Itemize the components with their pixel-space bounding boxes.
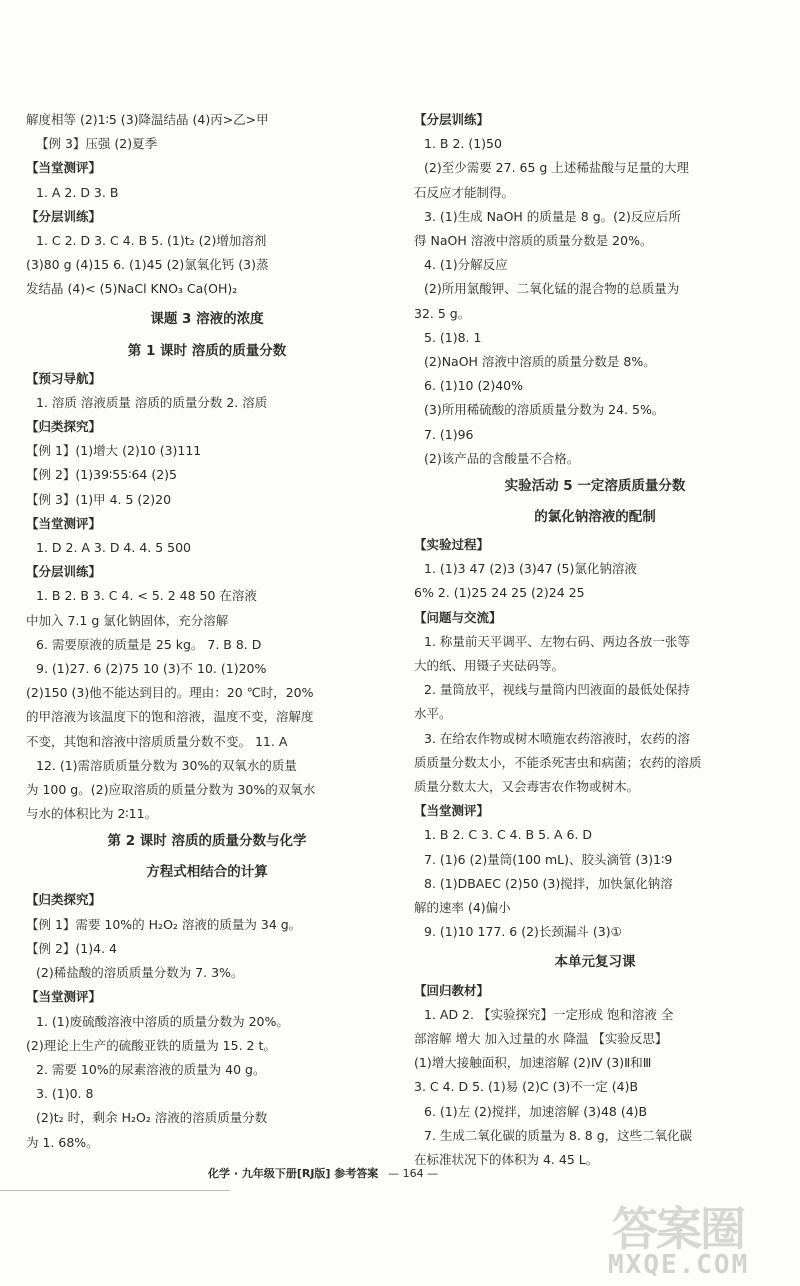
answer-line: (2)稀盐酸的溶质质量分数为 7. 3%。 [36, 965, 244, 981]
answer-line: 2. 需要 10%的尿素溶液的质量为 40 g。 [36, 1061, 266, 1077]
section-title: 方程式相结合的计算 [146, 864, 268, 881]
section-heading: 【实验过程】 [414, 537, 490, 553]
answer-line: (2)NaOH 溶液中溶质的质量分数是 8%。 [424, 354, 656, 370]
section-heading: 【分层训练】 [26, 208, 102, 224]
section-heading: 【问题与交流】 [414, 609, 502, 625]
watermark-logo: 答案圈 [612, 1202, 744, 1256]
answer-line: 2. 量筒放平，视线与量筒内凹液面的最低处保持 [424, 682, 690, 698]
answer-line: (2)所用氯酸钾、二氧化锰的混合物的总质量为 [424, 281, 680, 297]
answer-line: 【例 2】(1)39∶55∶64 (2)5 [26, 467, 177, 483]
section-heading: 【回归教材】 [414, 982, 490, 998]
left-column [26, 108, 388, 1155]
answer-line: 7. 生成二氧化碳的质量为 8. 8 g，这些二氧化碳 [424, 1127, 693, 1143]
answer-line: 1. AD 2. 【实验探究】一定形成 饱和溶液 全 [424, 1006, 674, 1022]
section-heading: 【当堂测评】 [26, 160, 102, 176]
section-title: 课题 3 溶液的浓度 [150, 310, 264, 327]
answer-line: 【例 3】压强 (2)夏季 [36, 136, 158, 152]
answer-line: 大的纸、用镊子夹砝码等。 [414, 658, 565, 674]
answer-line: 在标准状况下的体积为 4. 45 L。 [414, 1151, 599, 1167]
section-heading: 【分层训练】 [414, 112, 490, 127]
answer-line: (2)该产品的含酸量不合格。 [424, 450, 580, 466]
answer-line: 【例 3】(1)甲 4. 5 (2)20 [26, 491, 172, 507]
answer-line: 为 1. 68%。 [26, 1134, 99, 1150]
section-title: 的氯化钠溶液的配制 [534, 509, 656, 526]
section-heading: 【分层训练】 [26, 564, 102, 580]
answer-line: 1. 溶质 溶液质量 溶质的质量分数 2. 溶质 [36, 394, 268, 410]
section-heading: 【归类探究】 [26, 892, 102, 908]
answer-line: 1. (1)3 47 (2)3 (3)47 (5)氯化钠溶液 [424, 561, 637, 577]
answer-line: 7. (1)6 (2)量筒(100 mL)、胶头滴管 (3)1∶9 [424, 851, 673, 867]
answer-line: 解的速率 (4)偏小 [414, 900, 511, 916]
answer-line: 12. (1)需溶质质量分数为 30%的双氧水的质量 [36, 757, 297, 773]
answer-line: 6. (1)左 (2)搅拌，加速溶解 (3)48 (4)B [424, 1103, 648, 1119]
answer-line: 8. (1)DBAEC (2)50 (3)搅拌，加快氯化钠溶 [424, 875, 673, 891]
answer-line: 1. D 2. A 3. D 4. 4. 5 500 [36, 540, 192, 556]
section-title: 第 1 课时 溶质的质量分数 [127, 342, 287, 359]
answer-line: 1. B 2. (1)50 [424, 136, 502, 152]
answer-line: 部溶解 增大 加入过量的水 降温 【实验反思】 [414, 1030, 668, 1046]
right-column [414, 108, 776, 1172]
answer-line: 6. 需要原液的质量是 25 kg。 7. B 8. D [36, 636, 262, 652]
answer-line: 1. C 2. D 3. C 4. B 5. (1)t₂ (2)增加溶剂 [36, 233, 267, 249]
answer-line: (3)80 g (4)15 6. (1)45 (2)氯氧化钙 (3)蒸 [26, 257, 269, 273]
section-heading: 【归类探究】 [26, 419, 102, 435]
footer-rule [0, 1190, 230, 1191]
page-footer [208, 1165, 438, 1181]
answer-line: 1. B 2. C 3. C 4. B 5. A 6. D [424, 827, 593, 843]
section-title: 实验活动 5 一定溶质质量分数 [504, 478, 686, 495]
answer-line: 【例 1】需要 10%的 H₂O₂ 溶液的质量为 34 g。 [26, 916, 302, 932]
answer-line: 【例 1】(1)增大 (2)10 (3)111 [26, 443, 202, 459]
watermark-text: MXQE.COM [608, 1250, 750, 1280]
footer-label: 化学 · 九年级下册[RJ版] 参考答案 [208, 1167, 379, 1180]
answer-line: 质量分数太大，又会毒害农作物或树木。 [414, 779, 640, 795]
answer-line: 5. (1)8. 1 [424, 329, 482, 345]
answer-line: 3. 在给农作物或树木喷施农药溶液时，农药的溶 [424, 730, 690, 746]
answer-line: 3. (1)0. 8 [36, 1086, 94, 1102]
answer-line: 【例 2】(1)4. 4 [26, 940, 117, 956]
answer-line: 3. C 4. D 5. (1)易 (2)C (3)不一定 (4)B [414, 1079, 639, 1095]
answer-line: (1)增大接触面积，加速溶解 (2)Ⅳ (3)Ⅱ和Ⅲ [414, 1055, 652, 1071]
answer-line: 水平。 [414, 706, 452, 722]
answer-line: (2)t₂ 时，剩余 H₂O₂ 溶液的溶质质量分数 [36, 1110, 268, 1126]
answer-line: (2)150 (3)他不能达到目的。理由：20 ℃时，20% [26, 685, 314, 701]
answer-line: 6. (1)10 (2)40% [424, 378, 523, 394]
answer-line: 中加入 7.1 g 氯化钠固体，充分溶解 [26, 612, 229, 628]
answer-line: 1. (1)废硫酸溶液中溶质的质量分数为 20%。 [36, 1013, 289, 1029]
answer-line: (2)至少需要 27. 65 g 上述稀盐酸与足量的大理 [424, 160, 689, 176]
answer-line: 32. 5 g。 [414, 305, 471, 321]
page-number: — 164 — [388, 1167, 439, 1180]
answer-line: 的甲溶液为该温度下的饱和溶液，温度不变，溶解度 [26, 709, 314, 725]
answer-line: 9. (1)27. 6 (2)75 10 (3)不 10. (1)20% [36, 661, 267, 677]
answer-line: 3. (1)生成 NaOH 的质量是 8 g。(2)反应后所 [424, 208, 681, 224]
answer-line: 得 NaOH 溶液中溶质的质量分数是 20%。 [414, 233, 653, 249]
answer-line: 与水的体积比为 2∶11。 [26, 806, 158, 822]
answer-line: 为 100 g。(2)应取溶质的质量分数为 30%的双氧水 [26, 782, 316, 798]
section-heading: 【预习导航】 [26, 370, 102, 386]
section-heading: 【当堂测评】 [414, 803, 490, 819]
answer-line: 1. B 2. B 3. C 4. < 5. 2 48 50 在溶液 [36, 588, 257, 604]
answer-line: 6% 2. (1)25 24 25 (2)24 25 [414, 585, 585, 601]
answer-line: (3)所用稀硫酸的溶质质量分数为 24. 5%。 [424, 402, 665, 418]
answer-line: 1. 称量前天平调平、左物右码、两边各放一张等 [424, 633, 690, 649]
answer-line: 7. (1)96 [424, 426, 474, 442]
answer-line: (2)理论上生产的硫酸亚铁的质量为 15. 2 t。 [26, 1037, 276, 1053]
section-heading: 【当堂测评】 [26, 989, 102, 1005]
answer-line: 解度相等 (2)1∶5 (3)降温结晶 (4)丙>乙>甲 [26, 112, 269, 127]
answer-line: 1. A 2. D 3. B [36, 184, 119, 200]
answer-line: 发结晶 (4)< (5)NaCl KNO₃ Ca(OH)₂ [26, 281, 238, 297]
section-title: 第 2 课时 溶质的质量分数与化学 [107, 833, 307, 850]
section-title: 本单元复习课 [554, 953, 636, 970]
answer-line: 不变，其饱和溶液中溶质质量分数不变。 11. A [26, 733, 288, 749]
answer-line: 9. (1)10 177. 6 (2)长颈漏斗 (3)① [424, 924, 622, 940]
answer-line: 质质量分数太小，不能杀死害虫和病菌；农药的溶质 [414, 754, 702, 770]
answer-line: 4. (1)分解反应 [424, 257, 508, 273]
section-heading: 【当堂测评】 [26, 515, 102, 531]
answer-line: 石反应才能制得。 [414, 184, 515, 200]
